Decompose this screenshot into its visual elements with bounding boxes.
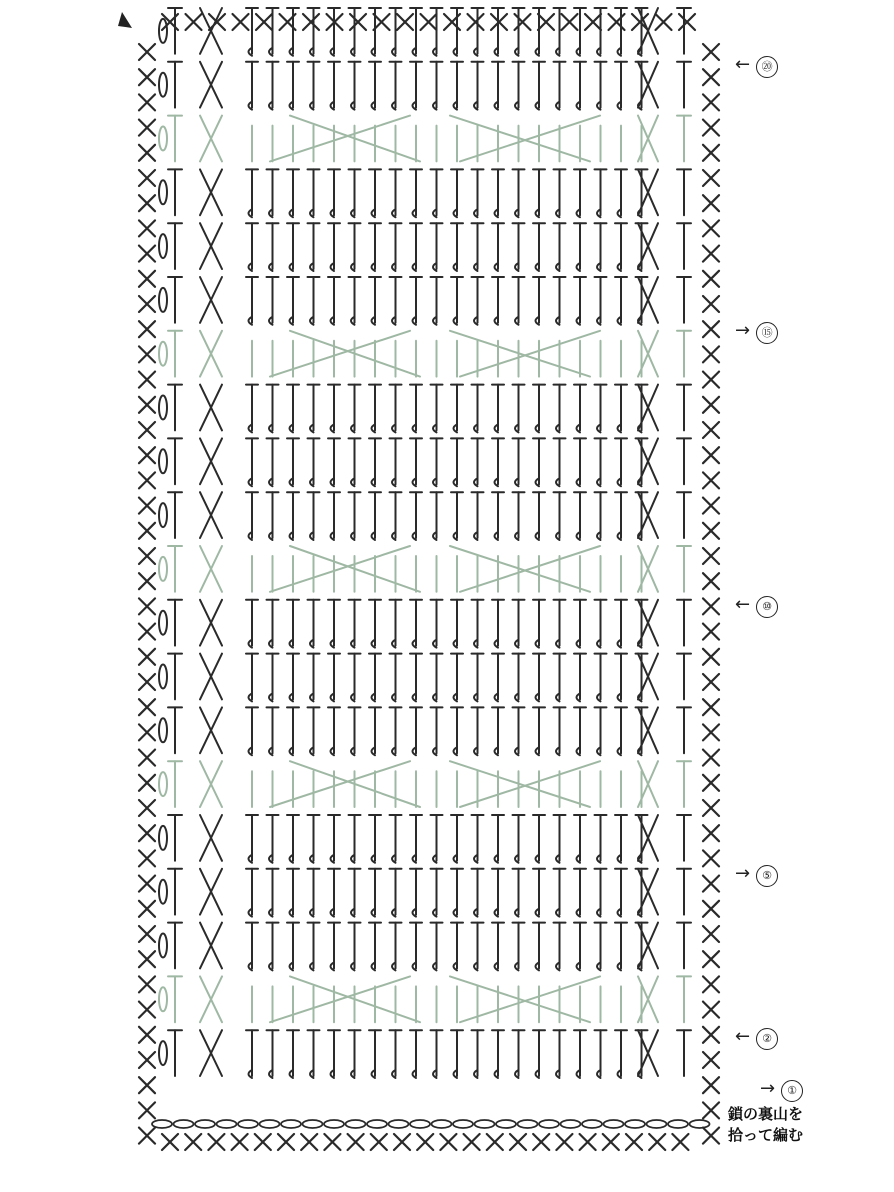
single-crochet-x [510, 1134, 526, 1150]
stitch-row [159, 976, 691, 1022]
single-crochet-x [703, 372, 719, 388]
single-crochet-x [139, 321, 155, 337]
single-crochet-x [703, 674, 719, 690]
single-crochet-x [348, 1134, 364, 1150]
single-crochet-x [703, 397, 719, 413]
single-crochet-x [703, 120, 719, 136]
cable-cross [450, 546, 590, 592]
single-crochet-x [233, 14, 249, 30]
single-crochet-x [139, 800, 155, 816]
single-crochet-x [703, 296, 719, 312]
cable-cross [270, 976, 410, 1022]
single-crochet-x [703, 1102, 719, 1118]
single-crochet-x [464, 1134, 480, 1150]
single-crochet-x [232, 1134, 248, 1150]
row-marker-1: → ① [760, 1078, 803, 1102]
single-crochet-x [609, 14, 625, 30]
single-crochet-x [139, 498, 155, 514]
chain-oval [159, 503, 167, 527]
single-crochet-x [703, 1027, 719, 1043]
single-crochet-x [139, 44, 155, 60]
single-crochet-x [162, 1134, 178, 1150]
single-crochet-x [703, 750, 719, 766]
stitch-row [159, 62, 691, 110]
chain-oval [159, 718, 167, 742]
single-crochet-x [703, 1077, 719, 1093]
single-crochet-x [703, 69, 719, 85]
single-crochet-x [703, 1128, 719, 1144]
chain-oval [159, 180, 167, 204]
row-marker-10: ← ⑩ [735, 594, 778, 618]
foundation-chain [152, 1120, 710, 1128]
stitch-row [159, 169, 691, 217]
chain-oval [668, 1120, 688, 1128]
single-crochet-x [139, 598, 155, 614]
single-crochet-x [255, 1134, 271, 1150]
single-crochet-x [139, 220, 155, 236]
single-crochet-x [703, 876, 719, 892]
cable-cross [270, 331, 410, 377]
cable-cross [450, 116, 590, 162]
single-crochet-x [394, 1134, 410, 1150]
cable-cross [270, 116, 410, 162]
single-crochet-x [703, 1052, 719, 1068]
chain-oval [690, 1120, 710, 1128]
start-mark-icon [118, 12, 132, 28]
stitch-row [159, 116, 691, 162]
note-line-1: 鎖の裏山を [728, 1105, 804, 1123]
single-crochet-x [533, 1134, 549, 1150]
single-crochet-x [703, 775, 719, 791]
single-crochet-x [303, 14, 319, 30]
stitch-row [159, 223, 691, 271]
chain-oval [217, 1120, 237, 1128]
cable-cross [450, 976, 590, 1022]
single-crochet-x [371, 1134, 387, 1150]
single-crochet-x [139, 346, 155, 362]
cable-cross [450, 331, 590, 377]
chain-oval [238, 1120, 258, 1128]
cable-cross [270, 546, 410, 592]
single-crochet-x [703, 523, 719, 539]
single-crochet-x [185, 1134, 201, 1150]
single-crochet-x [703, 624, 719, 640]
stitch-row [159, 1030, 691, 1078]
cable-cross [450, 761, 590, 807]
single-crochet-x [139, 372, 155, 388]
single-crochet-x [301, 1134, 317, 1150]
single-crochet-x [626, 1134, 642, 1150]
single-crochet-x [703, 195, 719, 211]
stitch-row [159, 869, 691, 917]
arrow-right-icon: → [735, 320, 751, 341]
chain-oval [561, 1120, 581, 1128]
stitch-row [159, 385, 691, 433]
single-crochet-x [139, 573, 155, 589]
stitch-row [159, 707, 691, 755]
single-crochet-x [649, 1134, 665, 1150]
single-crochet-x [487, 1134, 503, 1150]
arrow-right-icon: → [735, 863, 751, 884]
single-crochet-x [139, 397, 155, 413]
cable-cross [270, 761, 410, 807]
single-crochet-x [515, 14, 531, 30]
single-crochet-x [208, 1134, 224, 1150]
single-crochet-x [703, 447, 719, 463]
single-crochet-x [703, 271, 719, 287]
single-crochet-x [139, 145, 155, 161]
chain-oval [453, 1120, 473, 1128]
single-crochet-x [703, 170, 719, 186]
single-crochet-x [703, 825, 719, 841]
single-crochet-x [139, 825, 155, 841]
chain-oval [159, 772, 167, 796]
single-crochet-x [585, 14, 601, 30]
chain-oval [496, 1120, 516, 1128]
single-crochet-x [703, 472, 719, 488]
single-crochet-x [139, 674, 155, 690]
arrow-left-icon: ← [735, 1026, 751, 1047]
single-crochet-x [139, 951, 155, 967]
stitch-row [159, 331, 691, 377]
single-crochet-x [324, 1134, 340, 1150]
single-crochet-x [139, 901, 155, 917]
chain-oval [174, 1120, 194, 1128]
note-line-2: 拾って編む [728, 1126, 804, 1144]
foundation-note [728, 1104, 803, 1146]
chain-oval [582, 1120, 602, 1128]
single-crochet-border [139, 14, 719, 1150]
single-crochet-x [139, 1052, 155, 1068]
single-crochet-x [139, 1027, 155, 1043]
single-crochet-x [139, 649, 155, 665]
single-crochet-x [703, 1002, 719, 1018]
single-crochet-x [703, 901, 719, 917]
chain-oval [346, 1120, 366, 1128]
stitch-row [159, 546, 691, 592]
stitch-row [159, 923, 691, 971]
single-crochet-x [139, 1128, 155, 1144]
single-crochet-x [139, 976, 155, 992]
single-crochet-x [397, 14, 413, 30]
arrow-right-icon: → [760, 1078, 776, 1099]
single-crochet-x [139, 624, 155, 640]
single-crochet-x [703, 498, 719, 514]
arrow-left-icon: ← [735, 54, 751, 75]
single-crochet-x [703, 145, 719, 161]
chain-oval [625, 1120, 645, 1128]
single-crochet-x [703, 94, 719, 110]
single-crochet-x [139, 195, 155, 211]
chain-oval [159, 19, 167, 43]
chain-oval [324, 1120, 344, 1128]
single-crochet-x [703, 321, 719, 337]
single-crochet-x [139, 246, 155, 262]
single-crochet-x [139, 271, 155, 287]
chain-oval [303, 1120, 323, 1128]
chain-oval [281, 1120, 301, 1128]
chain-oval [410, 1120, 430, 1128]
chain-oval [432, 1120, 452, 1128]
single-crochet-x [703, 44, 719, 60]
stitch-row [159, 761, 691, 807]
single-crochet-x [703, 548, 719, 564]
single-crochet-x [703, 951, 719, 967]
stitch-row [159, 438, 691, 486]
stitch-row [159, 600, 691, 648]
chain-oval [604, 1120, 624, 1128]
single-crochet-x [139, 1102, 155, 1118]
single-crochet-x [703, 246, 719, 262]
single-crochet-x [139, 1002, 155, 1018]
stitch-row [159, 815, 691, 863]
single-crochet-x [562, 14, 578, 30]
single-crochet-x [703, 724, 719, 740]
single-crochet-x [139, 447, 155, 463]
stitch-body [159, 8, 691, 1078]
single-crochet-x [417, 1134, 433, 1150]
row-marker-5: → ⑤ [735, 863, 778, 887]
chain-oval [159, 234, 167, 258]
chain-oval [159, 611, 167, 635]
single-crochet-x [186, 14, 202, 30]
single-crochet-x [603, 1134, 619, 1150]
single-crochet-x [703, 976, 719, 992]
row-marker-15: → ⑮ [735, 320, 778, 344]
single-crochet-x [703, 220, 719, 236]
chain-oval [159, 987, 167, 1011]
row-marker-20: ← ⑳ [735, 54, 778, 78]
single-crochet-x [580, 1134, 596, 1150]
single-crochet-x [703, 850, 719, 866]
chain-oval [159, 342, 167, 366]
single-crochet-x [139, 472, 155, 488]
single-crochet-x [139, 876, 155, 892]
single-crochet-x [139, 170, 155, 186]
chain-oval [159, 288, 167, 312]
single-crochet-x [139, 1077, 155, 1093]
chain-oval [159, 665, 167, 689]
single-crochet-x [703, 573, 719, 589]
chain-oval [159, 880, 167, 904]
single-crochet-x [656, 14, 672, 30]
single-crochet-x [703, 598, 719, 614]
single-crochet-x [679, 14, 695, 30]
chain-oval [389, 1120, 409, 1128]
chain-oval [159, 73, 167, 97]
single-crochet-x [440, 1134, 456, 1150]
chain-oval [159, 396, 167, 420]
single-crochet-x [139, 775, 155, 791]
single-crochet-x [703, 926, 719, 942]
single-crochet-x [256, 14, 272, 30]
chain-oval [367, 1120, 387, 1128]
single-crochet-x [278, 1134, 294, 1150]
stitch-row [159, 492, 691, 540]
single-crochet-x [703, 800, 719, 816]
chain-oval [260, 1120, 280, 1128]
chain-oval [159, 1041, 167, 1065]
single-crochet-x [139, 523, 155, 539]
chain-oval [195, 1120, 215, 1128]
single-crochet-x [139, 94, 155, 110]
stitch-row [159, 654, 691, 702]
single-crochet-x [703, 699, 719, 715]
single-crochet-x [139, 724, 155, 740]
chain-oval [647, 1120, 667, 1128]
chain-oval [539, 1120, 559, 1128]
chain-oval [159, 934, 167, 958]
single-crochet-x [556, 1134, 572, 1150]
chain-oval [518, 1120, 538, 1128]
single-crochet-x [139, 120, 155, 136]
single-crochet-x [703, 346, 719, 362]
arrow-left-icon: ← [735, 594, 751, 615]
single-crochet-x [139, 850, 155, 866]
single-crochet-x [139, 548, 155, 564]
single-crochet-x [468, 14, 484, 30]
chain-oval [159, 557, 167, 581]
stitch-row [159, 277, 691, 325]
single-crochet-x [538, 14, 554, 30]
single-crochet-x [703, 422, 719, 438]
single-crochet-x [139, 296, 155, 312]
single-crochet-x [139, 926, 155, 942]
chain-oval [152, 1120, 172, 1128]
single-crochet-x [139, 422, 155, 438]
chain-oval [159, 127, 167, 151]
chain-oval [159, 826, 167, 850]
single-crochet-x [703, 649, 719, 665]
single-crochet-x [139, 69, 155, 85]
chain-oval [475, 1120, 495, 1128]
single-crochet-x [350, 14, 366, 30]
single-crochet-x [139, 750, 155, 766]
row-marker-2: ← ② [735, 1026, 778, 1050]
chain-oval [159, 449, 167, 473]
single-crochet-x [421, 14, 437, 30]
single-crochet-x [672, 1134, 688, 1150]
single-crochet-x [139, 699, 155, 715]
